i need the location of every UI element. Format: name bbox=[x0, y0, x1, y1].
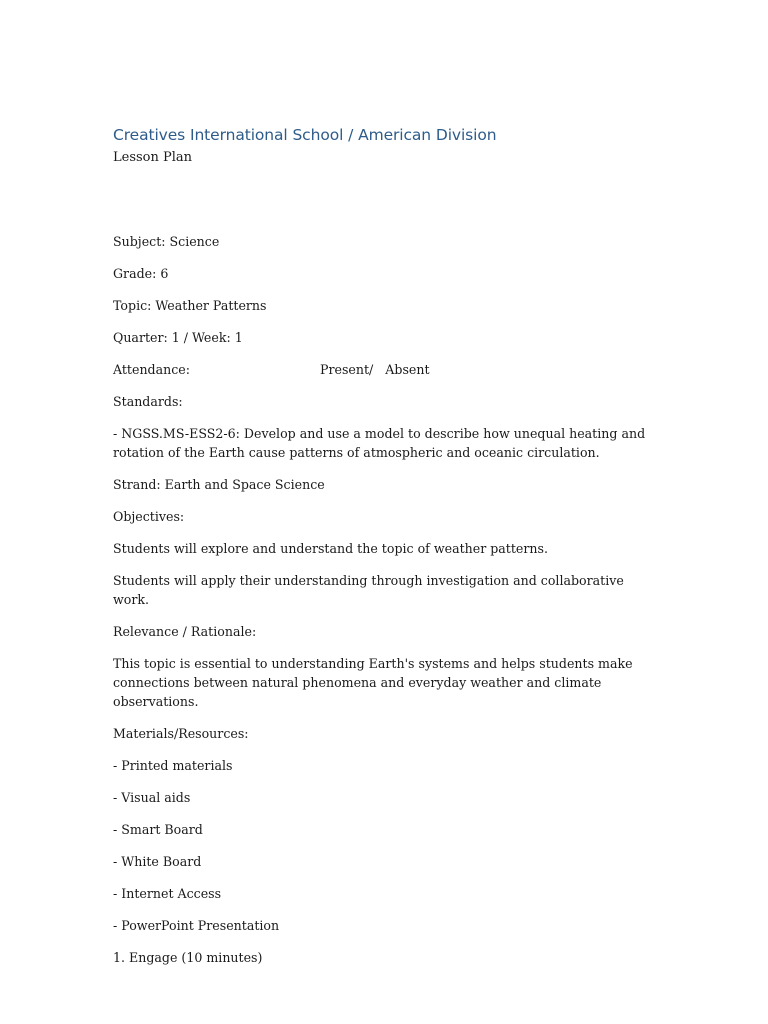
material-item: - Internet Access bbox=[113, 886, 222, 901]
material-item: - PowerPoint Presentation bbox=[113, 918, 280, 933]
materials-heading: Materials/Resources: bbox=[113, 726, 249, 741]
objective-item: Students will apply their understanding through investigation and collaborative work. bbox=[113, 573, 624, 607]
strand-line: Strand: Earth and Space Science bbox=[113, 477, 325, 492]
document-header bbox=[113, 124, 733, 168]
grade-line: Grade: 6 bbox=[113, 266, 169, 281]
document-type: Lesson Plan bbox=[113, 150, 193, 165]
objective-item: Students will explore and understand the topic of weather patterns. bbox=[113, 541, 548, 556]
quarter-week-line: Quarter: 1 / Week: 1 bbox=[113, 330, 243, 345]
school-title: Creatives International School / American Division bbox=[113, 126, 497, 144]
standard-item: - NGSS.MS-ESS2-6: Develop and use a model to describe how unequal heating and rotation of the Earth cause patterns of atmospheric and oceanic circulation. bbox=[113, 426, 646, 460]
attendance-label: Attendance: bbox=[113, 362, 190, 377]
attendance-row bbox=[113, 360, 658, 379]
lesson-plan-body bbox=[113, 232, 658, 980]
relevance-heading: Relevance / Rationale: bbox=[113, 624, 257, 639]
relevance-text: This topic is essential to understanding Earth's systems and helps students make connections between natural phenomena and everyday weather and climate observations. bbox=[113, 656, 633, 709]
standards-heading: Standards: bbox=[113, 394, 183, 409]
subject-line: Subject: Science bbox=[113, 234, 220, 249]
material-item: - Smart Board bbox=[113, 822, 203, 837]
material-item: - Visual aids bbox=[113, 790, 191, 805]
material-item: - Printed materials bbox=[113, 758, 233, 773]
material-item: - White Board bbox=[113, 854, 202, 869]
objectives-heading: Objectives: bbox=[113, 509, 185, 524]
engage-heading: 1. Engage (10 minutes) bbox=[113, 950, 263, 965]
topic-line: Topic: Weather Patterns bbox=[113, 298, 267, 313]
attendance-options: Present/ Absent bbox=[320, 362, 430, 377]
